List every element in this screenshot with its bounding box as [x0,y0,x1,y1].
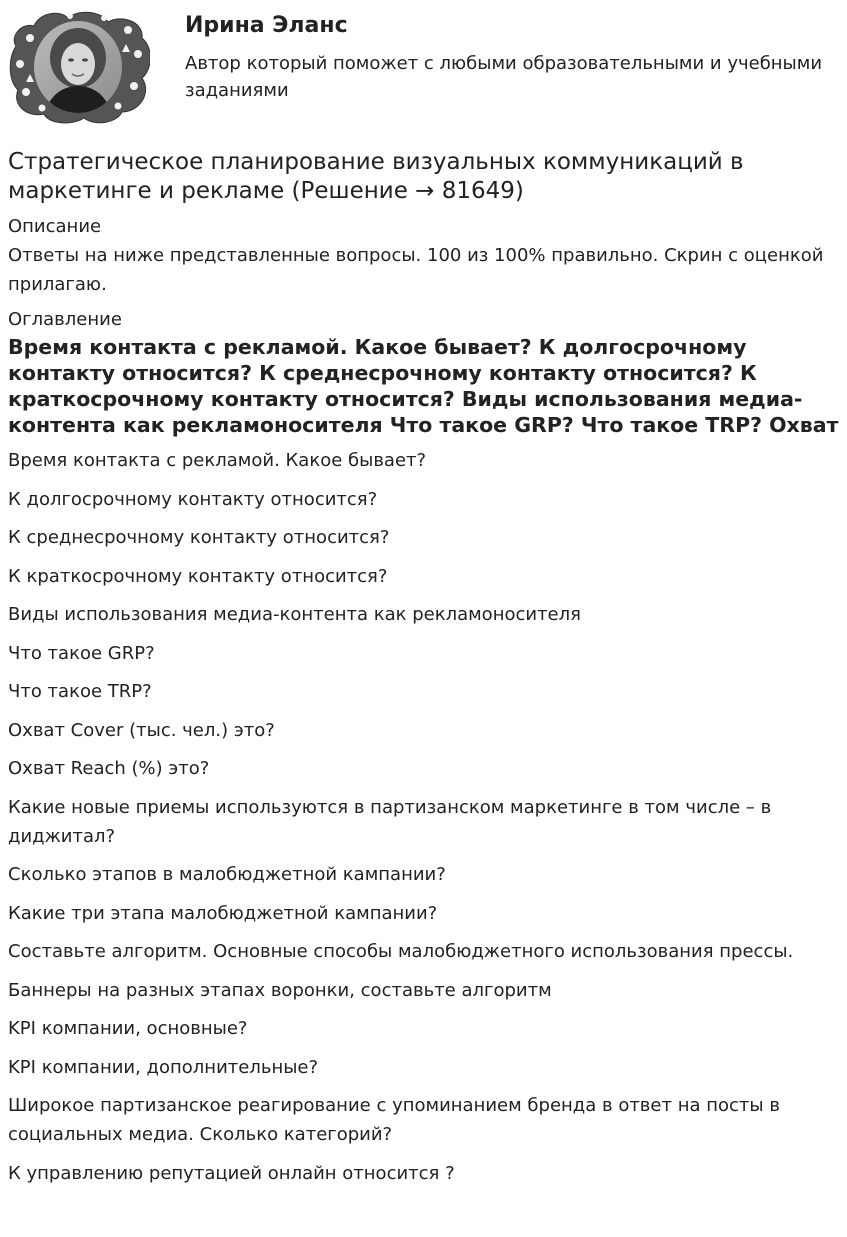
toc-label: Оглавление [8,309,122,330]
description-label: Описание [8,216,102,237]
list-item: Виды использования медиа-контента как рекламоносителя [8,604,581,625]
page-title: Стратегическое планирование визуальных коммуникаций в маркетинге и рекламе (Решение → 81649) [8,149,744,204]
list-item: Составьте алгоритм. Основные способы малобюджетного использования прессы. [8,941,794,962]
list-item: Какие три этапа малобюджетной кампании? [8,902,438,924]
list-item: Широкое партизанское реагирование с упоминанием бренда в ответ на посты в социальных медиа. Сколько категорий? [8,1095,780,1145]
list-item: К управлению репутацией онлайн относится ? [8,1162,455,1184]
list-item: Сколько этапов в малобюджетной кампании? [8,864,446,885]
author-avatar [8,8,150,126]
list-item: Охват Reach (%) это? [8,758,210,779]
description-text: Ответы на ниже представленные вопросы. 100 из 100% правильно. Скрин с оценкой прилагаю. [8,245,824,295]
list-item: Баннеры на разных этапах воронки, составьте алгоритм [8,979,552,1001]
list-item: Какие новые приемы используются в партизанском маркетинге в том числе – в диджитал? [8,796,772,847]
list-item: Охват Cover (тыс. чел.) это? [8,719,275,741]
list-item: К долгосрочному контакту относится? [8,488,378,510]
list-item: К краткосрочному контакту относится? [8,565,388,587]
author-block [8,8,838,126]
work-content [8,148,843,1197]
author-info [185,12,835,104]
author-name[interactable]: Ирина Эланс [185,13,348,38]
list-item: Что такое TRP? [8,681,152,702]
list-item: К среднесрочному контакту относится? [8,527,390,548]
list-item: Время контакта с рекламой. Какое бывает? [8,450,427,471]
question-list [8,446,843,1188]
toc-heading: Время контакта с рекламой. Какое бывает? К долгосрочному контакту относится? К среднесрочному контакту относится? К краткосрочному контакту относится? Виды использования медиа-контента как рекламоносителя Что такое GRP? Что такое TRP? Охват [8,335,839,437]
list-item: KPI компании, дополнительные? [8,1056,319,1078]
list-item: KPI компании, основные? [8,1018,248,1039]
author-bio: Автор который поможет с любыми образовательными и учебными заданиями [185,53,823,101]
list-item: Что такое GRP? [8,642,155,664]
